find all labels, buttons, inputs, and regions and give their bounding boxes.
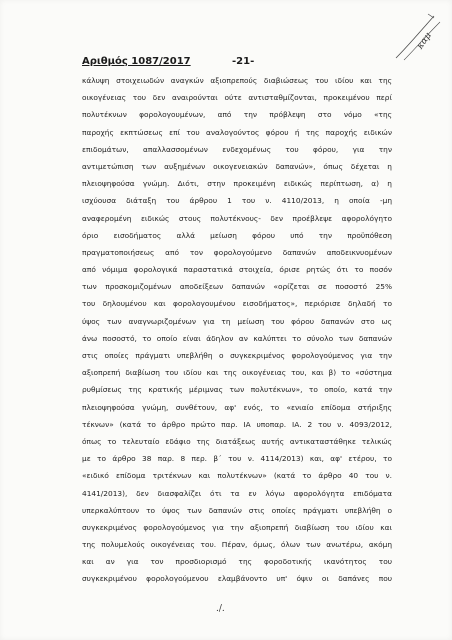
text-line: πολυτέκνων φορολογουμένων, από την πρόβλεψη στο νόμο «της — [82, 110, 392, 120]
text-line: άνω ποσοστό, το οποίο είναι άδηλον αν καλύπτει το σύνολο των δαπανών — [82, 333, 392, 343]
text-line: στις οποίες πράγματι υπεβλήθη ο συγκεκριμένος φορολογούμενος για την — [82, 351, 392, 360]
text-line: ισχύουσα διάταξη του άρθρου 1 του ν. 4110/2013, η οποία -μη — [82, 196, 392, 206]
page-header — [82, 56, 392, 70]
text-line: της πολυμελούς οικογένειας του. Πέραν, όμως, όλων των ανωτέρω, ακόμη — [82, 540, 392, 550]
text-line: επιδομάτων, απαλλασσομένων ενδεχομένως του φόρου, για την — [82, 144, 392, 154]
text-line: συγκεκριμένος φορολογούμενος για την αξιοπρεπή διαβίωση του ιδίου και — [82, 522, 392, 532]
text-line: πλειοψηφούσα γνώμη. Διότι, στην προκειμένη ειδικώς περίπτωση, α) η — [82, 179, 392, 189]
handwritten-stamp-mark — [388, 6, 448, 66]
text-line: 4141/2013), δεν διασφαλίζει ότι τα εν λόγω αφορολόγητα επιδόματα — [82, 488, 392, 498]
text-line: συγκεκριμένου φορολογούμενου ελαμβάνοντο υπ' όψιν οι δαπάνες που — [82, 574, 392, 584]
text-line: οικογένειας του δεν αναιρούνται ούτε αντισταθμίζονται, προκειμένου περί — [82, 93, 392, 103]
page-number: -21- — [232, 56, 255, 67]
text-line: όριο εισοδήματος αλλά μείωση φόρου υπό την προϋπόθεση — [82, 230, 392, 240]
text-line: όπως το τελευταίο εδάφιο της διατάξεως αυτής αντικαταστάθηκε τελικώς — [82, 436, 392, 446]
text-line: πραγματοποιήσεως από τον φορολογούμενο δαπανών αποδεικνυομένων — [82, 247, 392, 257]
continuation-mark: ./. — [216, 604, 225, 614]
text-line: των προσκομιζομένων αποδείξεων δαπανών «ορίζεται σε ποσοστό 25% — [82, 282, 392, 292]
text-line: αναφερομένη ειδικώς στους πολυτέκνους- δεν προέβλεψε αφορολόγητο — [82, 213, 392, 223]
text-line: ύψος των αναγνωριζομένων για τη μείωση του φόρου δαπανών στο ως — [82, 316, 392, 326]
text-line: πλειοψηφούσα γνώμη, συνθέτουν, αφ' ενός, το «ενιαίο επίδομα στήριξης — [82, 402, 392, 412]
text-line: κάλυψη στοιχειωδών αναγκών αξιοπρεπούς διαβιώσεως του ιδίου και της — [82, 76, 392, 85]
text-line: υπερκαλύπτουν το ύψος των δαπανών στις οποίες πράγματι υπεβλήθη ο — [82, 505, 392, 515]
text-line: τέκνων» (κατά το άρθρο πρώτο παρ. ΙΑ υποπαρ. ΙΑ. 2 του ν. 4093/2012, — [82, 419, 392, 429]
text-line: με το άρθρο 38 παρ. 8 περ. β΄ του ν. 4114/2013) και, αφ' ετέρου, το — [82, 454, 392, 464]
case-number: Αριθμός 1087/2017 — [82, 56, 191, 67]
text-line: και αν για τον προσδιορισμό της φοροδοτικής ικανότητος του — [82, 557, 392, 567]
text-line: του δηλουμένου και φορολογουμένου εισοδήματος», περιόρισε δηλαδή το — [82, 299, 392, 309]
text-line: αξιοπρεπή διαβίωση του ιδίου και της οικογένειας του, και β) το «σύστημα — [82, 368, 392, 378]
text-line: αντιμετώπιση των αυξημένων οικογενειακών δαπανών», όπως δέχεται η — [82, 161, 392, 171]
text-line: από νόμιμα φορολογικά παραστατικά στοιχεία, όρισε ρητώς ότι το ποσόν — [82, 265, 392, 275]
svg-text:καμ: καμ — [415, 30, 434, 52]
text-line: παροχής εκπτώσεως επί του αναλογούντος φόρου ή της παροχής ειδικών — [82, 127, 392, 137]
body-paragraph — [82, 72, 392, 588]
text-line: «ειδικό επίδομα τριτέκνων και πολυτέκνων» (κατά το άρθρο 40 του ν. — [82, 471, 392, 481]
text-line: ρυθμίσεως της κρατικής μέριμνας των πολυτέκνων», το οποίο, κατά την — [82, 385, 392, 395]
